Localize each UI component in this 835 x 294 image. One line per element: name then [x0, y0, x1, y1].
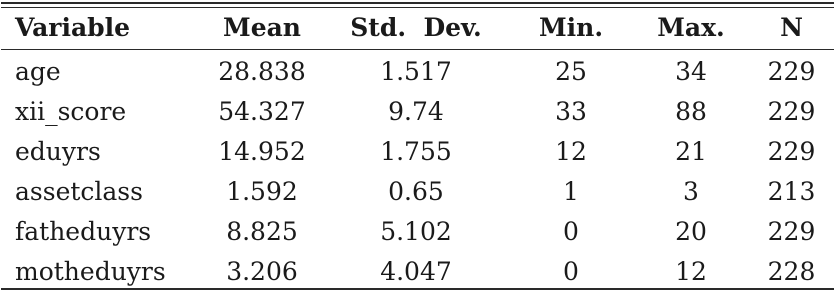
table-row	[0, 251, 835, 291]
cell-mean: 1.592	[226, 176, 298, 206]
cell-mean: 8.825	[226, 216, 298, 246]
cell-std-dev: 1.517	[380, 56, 452, 86]
cell-max: 3	[683, 176, 699, 206]
cell-max: 21	[675, 136, 707, 166]
cell-min: 0	[563, 216, 579, 246]
cell-std-dev: 4.047	[380, 256, 452, 286]
header-mean: Mean	[223, 13, 301, 42]
table-row	[0, 49, 835, 91]
header-variable: Variable	[15, 13, 131, 42]
header-std-dev: Std. Dev.	[350, 13, 482, 42]
table-header-row	[0, 0, 835, 49]
cell-n: 228	[767, 256, 816, 286]
cell-variable: fatheduyrs	[15, 216, 152, 246]
header-max: Max.	[657, 13, 725, 42]
table-row	[0, 171, 835, 211]
cell-n: 229	[767, 216, 816, 246]
table-row	[0, 211, 835, 251]
cell-variable: assetclass	[15, 176, 143, 206]
cell-mean: 28.838	[218, 56, 306, 86]
cell-max: 12	[675, 256, 707, 286]
cell-std-dev: 9.74	[388, 96, 444, 126]
cell-min: 0	[563, 256, 579, 286]
cell-max: 20	[675, 216, 707, 246]
cell-min: 25	[555, 56, 587, 86]
cell-variable: xii_score	[15, 96, 127, 126]
cell-variable: motheduyrs	[15, 256, 166, 286]
cell-mean: 3.206	[226, 256, 298, 286]
cell-variable: eduyrs	[15, 136, 101, 166]
cell-variable: age	[15, 56, 61, 86]
table-row	[0, 131, 835, 171]
cell-n: 229	[767, 56, 816, 86]
header-n: N	[780, 13, 803, 42]
cell-n: 229	[767, 96, 816, 126]
cell-min: 12	[555, 136, 587, 166]
cell-min: 1	[563, 176, 579, 206]
cell-std-dev: 1.755	[380, 136, 452, 166]
cell-max: 34	[675, 56, 707, 86]
table-row	[0, 91, 835, 131]
cell-min: 33	[555, 96, 587, 126]
header-min: Min.	[538, 13, 604, 42]
cell-mean: 14.952	[218, 136, 306, 166]
cell-std-dev: 5.102	[380, 216, 452, 246]
cell-max: 88	[675, 96, 707, 126]
cell-n: 229	[767, 136, 816, 166]
cell-n: 213	[767, 176, 816, 206]
cell-std-dev: 0.65	[388, 176, 444, 206]
cell-mean: 54.327	[218, 96, 306, 126]
